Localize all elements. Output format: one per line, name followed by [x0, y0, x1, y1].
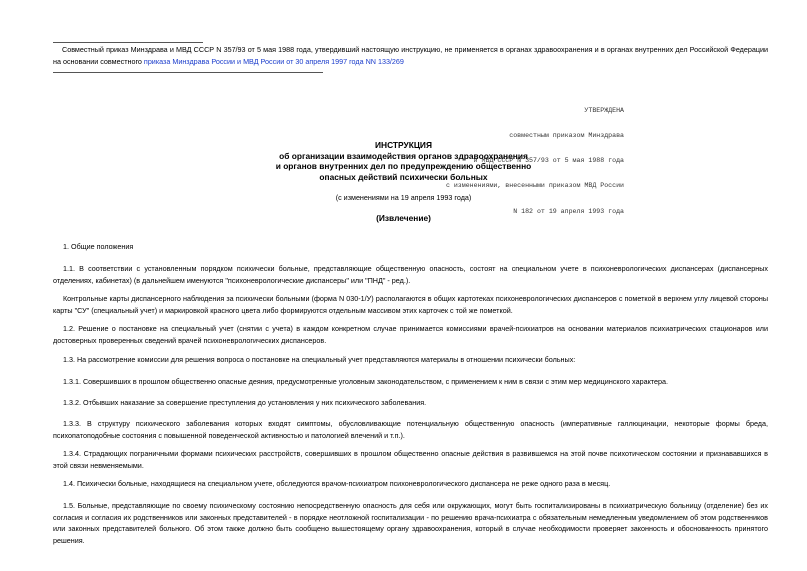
- footnote-bottom-rule: [53, 72, 323, 73]
- footnote-text-body: Совместный приказ Минздрава и МВД СССР N 357/93 от 5 мая 1988 года, утвердивший настоящую инструкцию, не применяется в органах здравоохранения и в органах внутренних дел Российской Федерации на основании совместного: [53, 45, 768, 66]
- paragraph-1-3-4: 1.3.4. Страдающих пограничными формами психических расстройств, совершивших в прошлом общественно опасные действия в развившемся на этой почве психотическом состоянии и признававшихся в этой связи невменяемыми.: [53, 449, 768, 470]
- approval-line: УТВЕРЖДЕНА: [584, 106, 624, 114]
- footnote-top-rule: [53, 42, 203, 43]
- approval-line: N 182 от 19 апреля 1993 года: [513, 207, 624, 215]
- amendments-note: (с изменениями на 19 апреля 1993 года): [335, 193, 472, 202]
- extract-label: (Извлечение): [376, 213, 431, 223]
- paragraph-1-3-1: 1.3.1. Совершивших в прошлом общественно опасные деяния, предусмотренные уголовным законодательством, с применением к ним в связи с этим мер медицинского характера.: [63, 377, 668, 386]
- paragraph-control-cards: Контрольные карты диспансерного наблюдения за психически больными (форма N 030-1/У) располагаются в общих картотеках психоневрологических диспансеров с пометкой в верхнем углу лицевой стороны карты "СУ" (специальный учет) и маркировкой красного цвета либо формируются отдельным массивом этих карточек с той же пометкой.: [53, 294, 768, 315]
- approval-line: совместным приказом Минздрава: [509, 132, 624, 140]
- paragraph-1-5: 1.5. Больные, представляющие по своему психическому состоянию непосредственную опасность для себя или окружающих, могут быть госпитализированы в психиатрическую больницу (отделение) без их согласия и согласия их родственников или законных представителей - в порядке неотложной госпитализации - по решению врача-психиатра с обязательным немедленным уведомлением об этом родственников или законных представителей больного. Об этом также должно быть сообщено вышестоящему органу здравоохранения, который в случае необходимости проверяет законность и обоснованность принятого решения.: [53, 501, 768, 545]
- approval-line: и МВД СССР N 357/93 от 5 мая 1988 года: [473, 157, 624, 165]
- title-line: ИНСТРУКЦИЯ: [375, 140, 432, 150]
- order-1997-link[interactable]: приказа Минздрава России и МВД России от 30 апреля 1997 года NN 133/269: [143, 56, 404, 66]
- title-line: об организации взаимодействия органов здравоохранения: [279, 150, 528, 161]
- title-line: и органов внутренних дел по предупреждению общественно: [275, 161, 532, 172]
- title-line: опасных действий психически больных: [319, 171, 488, 182]
- footnote-text: [53, 44, 768, 67]
- approval-line: с изменениями, внесенными приказом МВД России: [445, 182, 624, 190]
- paragraph-1-1: 1.1. В соответствии с установленным порядком психически больные, представляющие общественную опасность, состоят на специальном учете в психоневрологических диспансерах (диспансерных отделениях, кабинетах) (в дальнейшем именуются "психоневрологические диспансеры" или "ПНД" - ред.).: [53, 264, 768, 285]
- paragraph-1-2: 1.2. Решение о постановке на специальный учет (снятии с учета) в каждом конкретном случае принимается комиссиями врачей-психиатров на основании материалов психиатрических стационаров или достоверных проверенных сведений врачей психоневрологических диспансеров.: [53, 324, 768, 345]
- paragraph-1-3: 1.3. На рассмотрение комиссии для решения вопроса о постановке на специальный учет представляются материалы в отношении психически больных:: [63, 355, 576, 364]
- paragraph-1-4: 1.4. Психически больные, находящиеся на специальном учете, обследуются врачом-психиатром психоневрологического диспансера не реже одного раза в месяц.: [63, 479, 611, 488]
- document-title: [0, 140, 807, 182]
- section-heading: 1. Общие положения: [63, 242, 134, 251]
- paragraph-1-3-2: 1.3.2. Отбывших наказание за совершение преступления до установления у них психического заболевания.: [63, 398, 427, 407]
- paragraph-1-3-3: 1.3.3. В структуру психического заболевания которых входят симптомы, обусловливающие потенциальную общественную опасность (императивные галлюцинации, некоторые формы бреда, психопатоподобные состояния с повышенной поведенческой активностью и патологией влечений и т.п.).: [53, 419, 768, 440]
